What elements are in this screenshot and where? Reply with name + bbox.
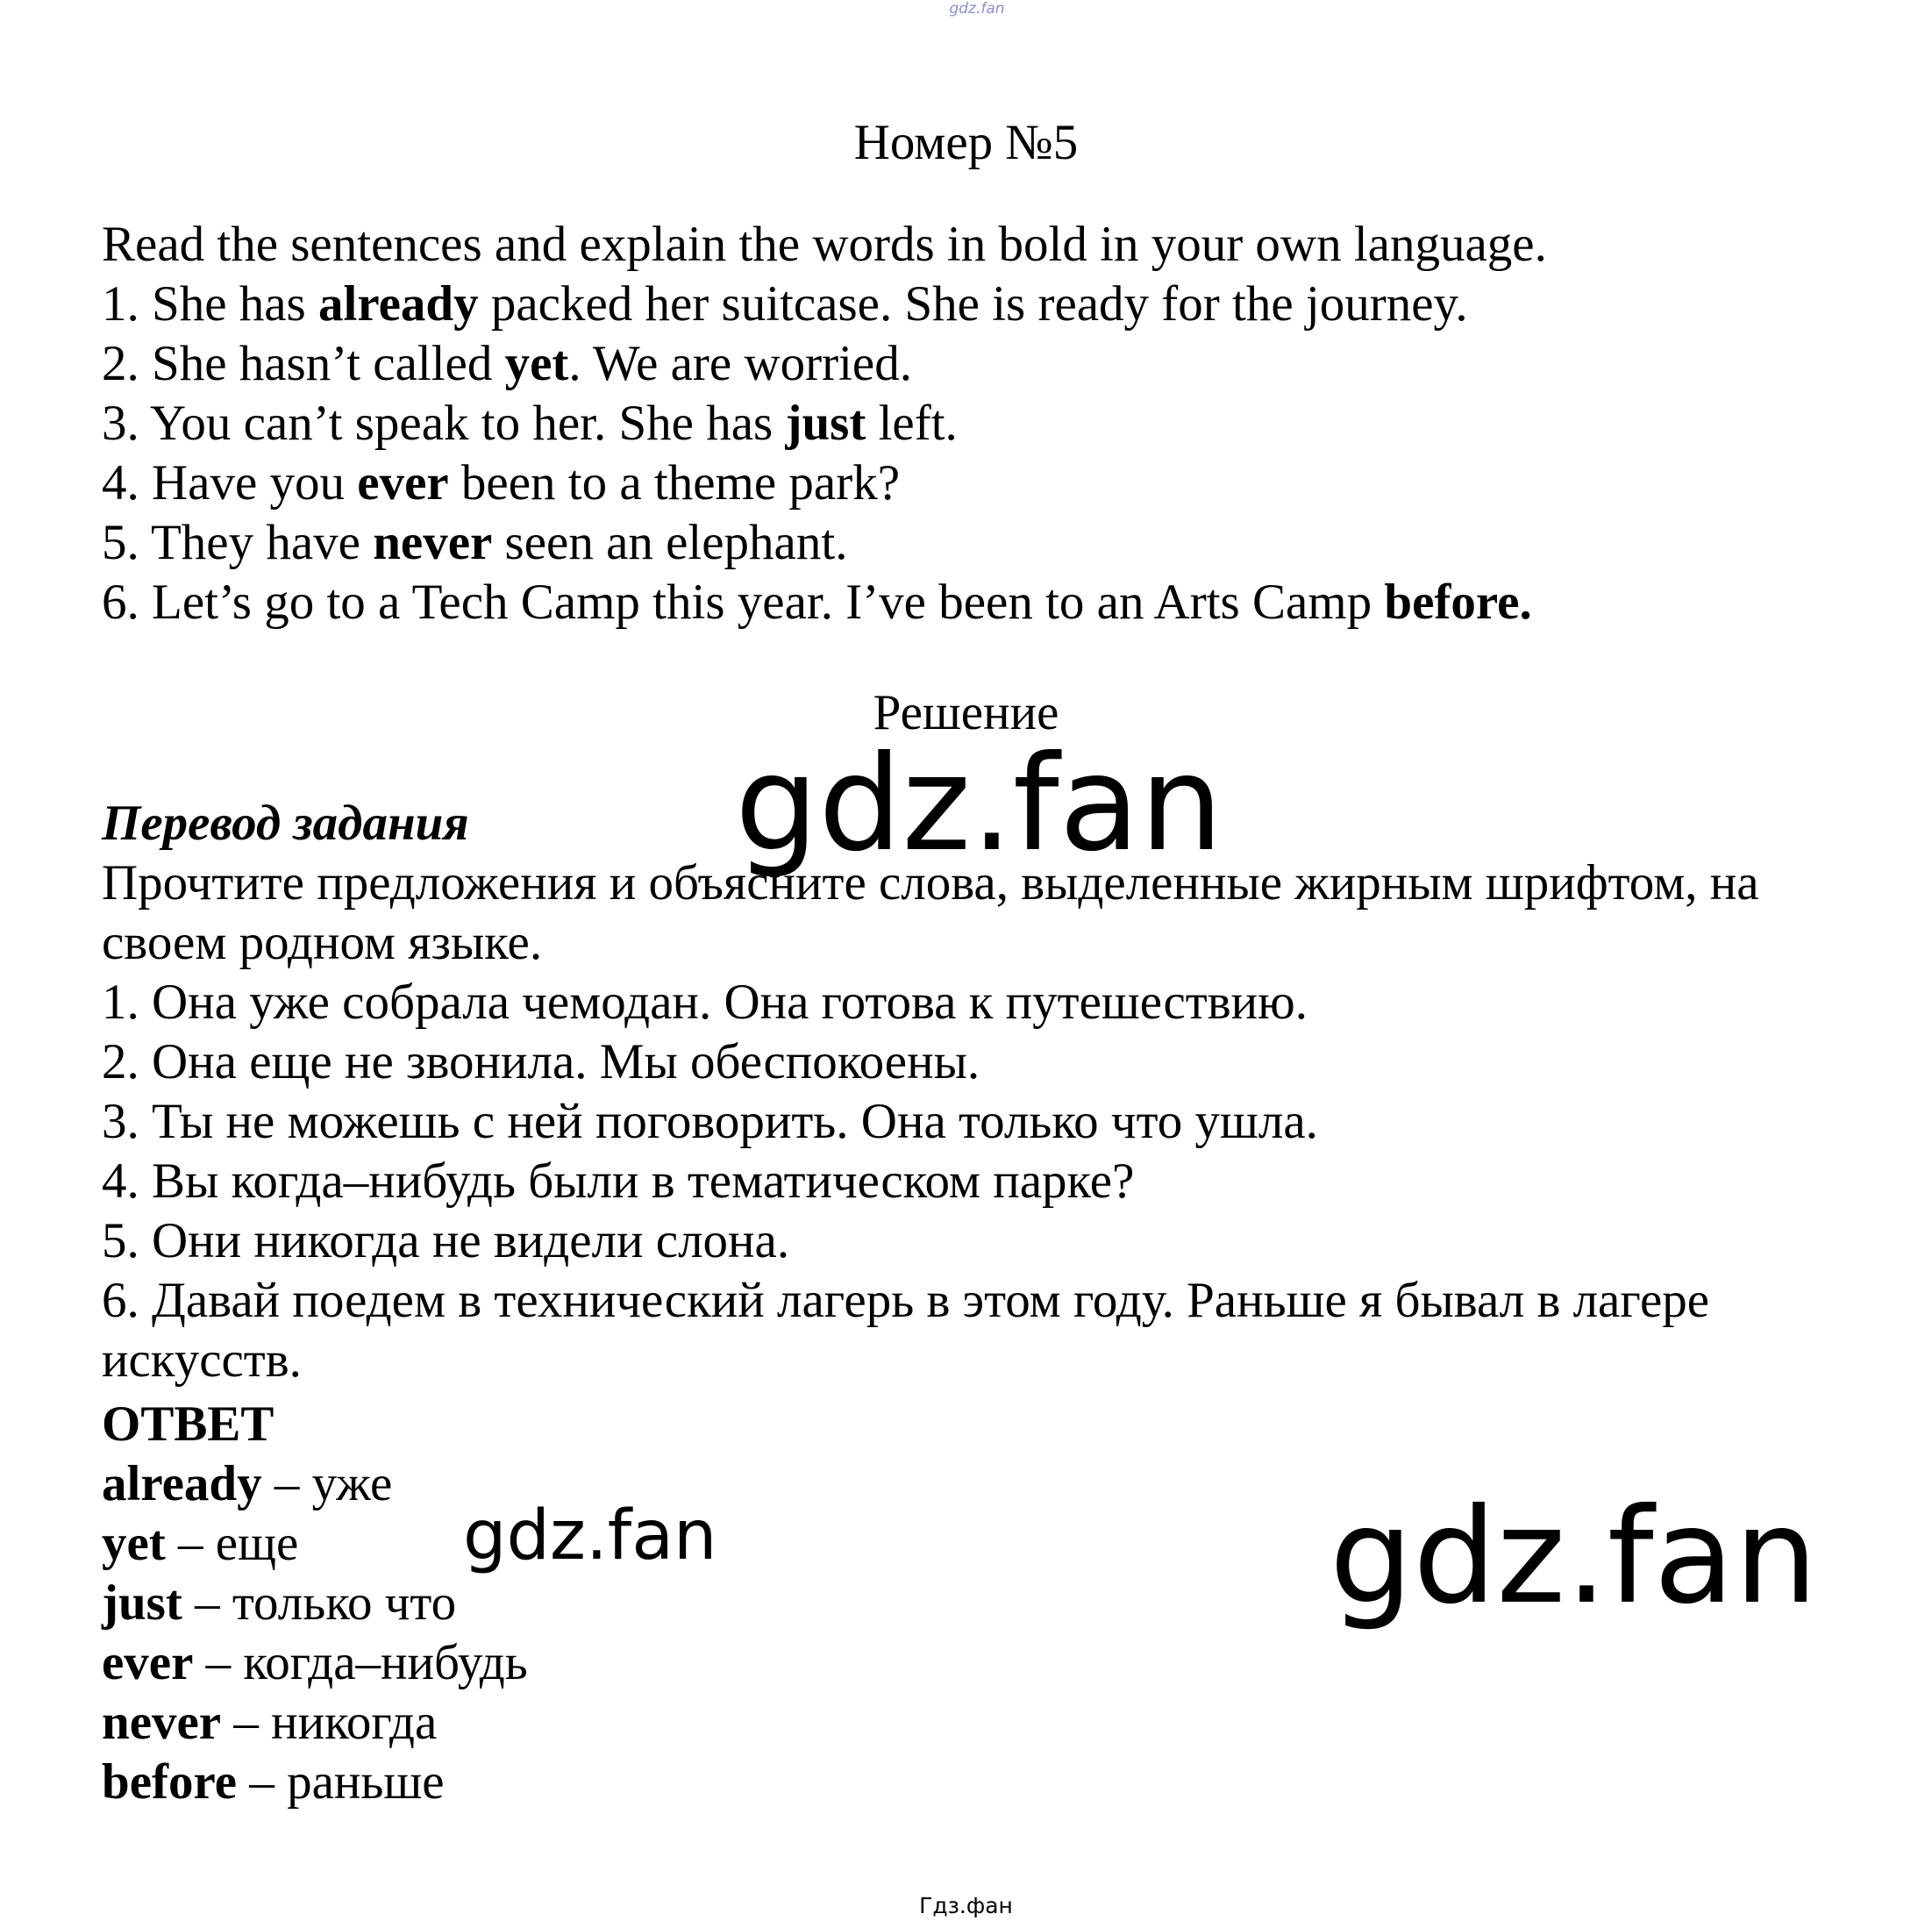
- sentence-text: 4. Have you: [102, 455, 358, 511]
- answer-meaning: – никогда: [221, 1695, 438, 1750]
- bold-word: never: [373, 515, 493, 570]
- task-sentence-4: [102, 453, 1547, 513]
- watermark-large: gdz.fan: [1330, 1481, 1818, 1633]
- task-sentence-2: [102, 334, 1547, 394]
- translation-block: [102, 794, 1847, 1390]
- page-title: Номер №5: [853, 115, 1079, 170]
- answer-meaning: – еще: [165, 1516, 299, 1571]
- task-sentence-1: [102, 275, 1547, 334]
- answer-item: [102, 1574, 528, 1633]
- sentence-text: 6. Let’s go to a Tech Camp this year. I’ve been to an Arts Camp: [102, 575, 1385, 630]
- bold-word: already: [317, 276, 479, 332]
- answer-meaning: – раньше: [237, 1754, 445, 1810]
- translation-heading: Перевод задания: [102, 796, 469, 851]
- answer-block: [102, 1395, 528, 1812]
- task-block: [102, 215, 1547, 632]
- task-sentence-3: [102, 394, 1547, 453]
- bold-word: ever: [357, 455, 449, 511]
- sentence-text: 1. She has: [102, 276, 318, 332]
- translation-sentence-2: 2. Она еще не звонила. Мы обеспокоены.: [102, 1034, 980, 1089]
- sentence-text: 3. You can’t speak to her. She has: [102, 396, 786, 451]
- bold-word: yet: [504, 336, 569, 391]
- answer-item: [102, 1753, 528, 1812]
- footer-watermark: Гдз.фан: [919, 1893, 1013, 1918]
- sentence-text: 5. They have: [102, 515, 374, 570]
- sentence-text: 2. She hasn’t called: [102, 336, 505, 391]
- answer-word: never: [102, 1695, 222, 1750]
- answer-word: already: [102, 1456, 262, 1511]
- solution-title: Решение: [873, 685, 1059, 740]
- bold-word: before.: [1384, 575, 1532, 630]
- answer-heading: ОТВЕТ: [102, 1396, 274, 1452]
- answer-item: [102, 1693, 528, 1753]
- sentence-text: been to a theme park?: [448, 455, 901, 511]
- task-sentence-6: [102, 573, 1547, 632]
- answer-word: before: [102, 1754, 238, 1810]
- answer-meaning: – только что: [182, 1575, 457, 1631]
- task-instruction: Read the sentences and explain the words in bold in your own language.: [102, 217, 1547, 272]
- sentence-text: packed her suitcase. She is ready for the journey.: [478, 276, 1468, 332]
- translation-sentence-6: 6. Давай поедем в технический лагерь в этом году. Раньше я бывал в лагере искусств.: [102, 1273, 1710, 1388]
- translation-sentence-3: 3. Ты не можешь с ней поговорить. Она только что ушла.: [102, 1094, 1318, 1149]
- translation-sentence-5: 5. Они никогда не видели слона.: [102, 1213, 790, 1268]
- watermark-small: gdz.fan: [463, 1496, 717, 1575]
- answer-word: ever: [102, 1635, 194, 1690]
- task-sentence-5: [102, 513, 1547, 573]
- answer-meaning: – уже: [261, 1456, 393, 1511]
- answer-word: just: [102, 1575, 182, 1631]
- top-watermark: gdz.fan: [949, 0, 1005, 18]
- sentence-text: seen an elephant.: [492, 515, 848, 570]
- answer-item: [102, 1633, 528, 1693]
- bold-word: just: [785, 396, 866, 451]
- translation-sentence-1: 1. Она уже собрала чемодан. Она готова к путешествию.: [102, 975, 1308, 1030]
- sentence-text: . We are worried.: [568, 336, 912, 391]
- sentence-text: left.: [866, 396, 958, 451]
- answer-word: yet: [102, 1516, 166, 1571]
- translation-sentence-4: 4. Вы когда–нибудь были в тематическом парке?: [102, 1153, 1135, 1209]
- watermark-large: gdz.fan: [735, 728, 1223, 881]
- answer-meaning: – когда–нибудь: [193, 1635, 528, 1690]
- translation-instruction: Прочтите предложения и объясните слова, выделенные жирным шрифтом, на своем родном языке.: [102, 855, 1759, 970]
